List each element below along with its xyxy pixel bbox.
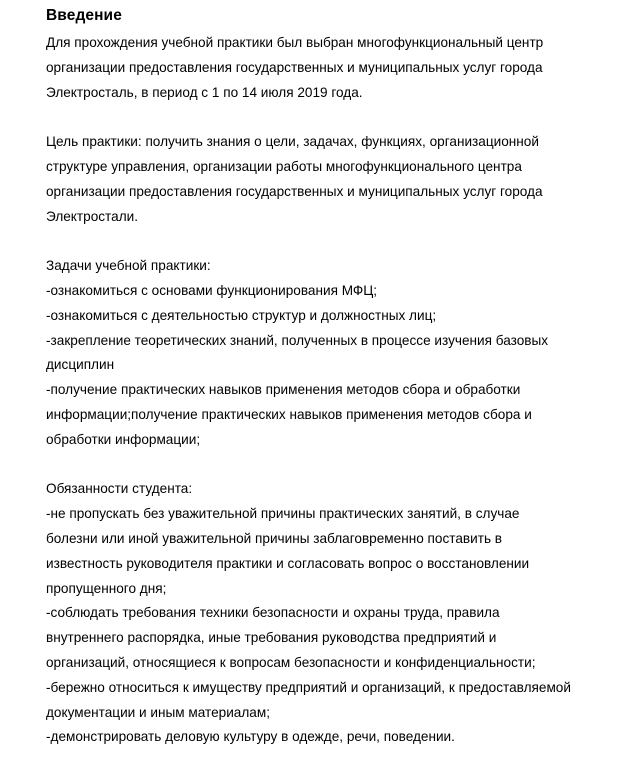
text-line: Для прохождения учебной практики был выбран многофункциональный центр [46, 35, 544, 50]
paragraph-gap [46, 453, 606, 478]
duty-item: -соблюдать требования техники безопасности и охраны труда, правила [46, 605, 500, 621]
task-item: -ознакомиться с основами функционирования МФЦ; [46, 282, 378, 298]
tasks-heading: Задачи учебной практики: [46, 258, 211, 274]
intro-paragraph [46, 31, 606, 105]
goal-paragraph [46, 130, 606, 229]
paragraph-gap [46, 229, 606, 254]
page-title: Введение [46, 7, 122, 24]
text-line: Цель практики: получить знания о цели, задачах, функциях, организационной [46, 134, 539, 150]
text-line: организации предоставления государственных и муниципальных услуг города [46, 59, 543, 75]
task-item: информации;получение практических навыков применения методов сбора и [46, 406, 532, 422]
task-item: дисциплин [46, 357, 115, 373]
text-line: Электросталь, в период с 1 по 14 июля 2019 года. [46, 84, 363, 100]
tasks-section [46, 254, 606, 452]
task-item: обработки информации; [46, 431, 201, 447]
duties-heading: Обязанности студента: [46, 481, 193, 497]
document [46, 7, 606, 750]
duty-item: организаций, относящиеся к вопросам безопасности и конфиденциальности; [46, 654, 536, 670]
duties-section [46, 477, 606, 750]
duty-item: известность руководителя практики и согласовать вопрос о восстановлении [46, 555, 530, 571]
task-item: -получение практических навыков применения методов сбора и обработки [46, 382, 521, 398]
duty-item: -бережно относиться к имуществу предприятий и организаций, к предоставляемой [46, 679, 571, 695]
duty-item: документации и иным материалам; [46, 704, 270, 720]
duty-item: -демонстрировать деловую культуру в одежде, речи, поведении. [46, 729, 455, 745]
duty-item: болезни или иной уважительной причины заблаговременно поставить в [46, 530, 503, 546]
text-line: структуре управления, организации работы многофункционального центра [46, 158, 522, 174]
duty-item: -не пропускать без уважительной причины практических занятий, в случае [46, 506, 520, 522]
text-line: Электростали. [46, 208, 138, 224]
task-item: -ознакомиться с деятельностью структур и должностных лиц; [46, 307, 437, 323]
text-line: организации предоставления государственных и муниципальных услуг города [46, 183, 543, 199]
duty-item: пропущенного дня; [46, 580, 167, 596]
duty-item: внутреннего распорядка, иные требования руководства предприятий и [46, 630, 497, 646]
task-item: -закрепление теоретических знаний, полученных в процессе изучения базовых [46, 332, 549, 348]
paragraph-gap [46, 105, 606, 130]
